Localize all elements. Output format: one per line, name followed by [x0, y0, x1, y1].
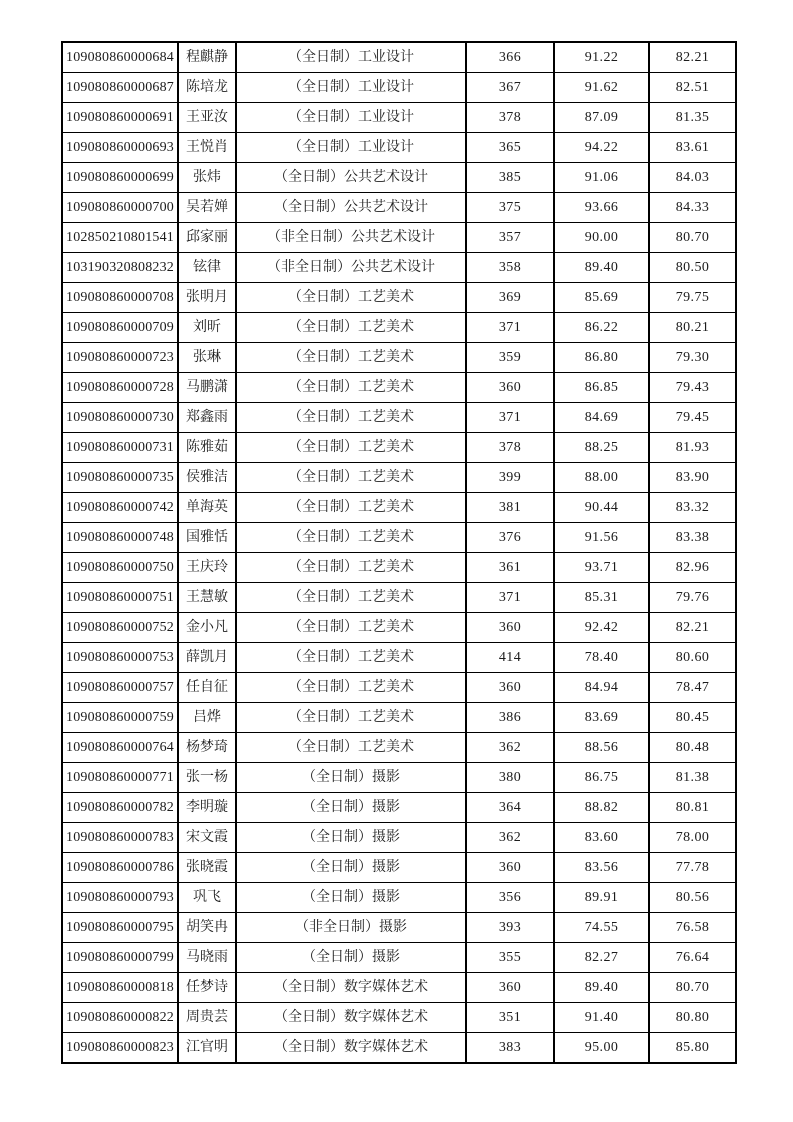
- cell-candidate_id: 109080860000730: [62, 403, 178, 433]
- cell-program_major: （全日制）数字媒体艺术: [236, 973, 466, 1003]
- cell-candidate_id: 109080860000731: [62, 433, 178, 463]
- cell-retest_score: 91.40: [554, 1003, 649, 1033]
- cell-candidate_id: 109080860000759: [62, 703, 178, 733]
- cell-program_major: （全日制）工业设计: [236, 42, 466, 73]
- cell-total_score: 82.21: [649, 42, 736, 73]
- cell-retest_score: 83.69: [554, 703, 649, 733]
- table-row: [62, 223, 736, 253]
- table-row: [62, 313, 736, 343]
- cell-initial_score: 381: [466, 493, 554, 523]
- cell-name: 陈培龙: [178, 73, 236, 103]
- cell-retest_score: 74.55: [554, 913, 649, 943]
- cell-initial_score: 359: [466, 343, 554, 373]
- cell-name: 侯雅洁: [178, 463, 236, 493]
- cell-initial_score: 383: [466, 1033, 554, 1064]
- cell-candidate_id: 109080860000782: [62, 793, 178, 823]
- cell-initial_score: 414: [466, 643, 554, 673]
- cell-initial_score: 361: [466, 553, 554, 583]
- cell-initial_score: 365: [466, 133, 554, 163]
- cell-total_score: 77.78: [649, 853, 736, 883]
- cell-initial_score: 362: [466, 733, 554, 763]
- cell-name: 江官明: [178, 1033, 236, 1064]
- table-row: [62, 823, 736, 853]
- cell-initial_score: 356: [466, 883, 554, 913]
- cell-candidate_id: 109080860000699: [62, 163, 178, 193]
- cell-name: 陈雅茹: [178, 433, 236, 463]
- cell-candidate_id: 109080860000708: [62, 283, 178, 313]
- cell-retest_score: 90.44: [554, 493, 649, 523]
- cell-initial_score: 355: [466, 943, 554, 973]
- table-row: [62, 193, 736, 223]
- cell-retest_score: 89.40: [554, 253, 649, 283]
- cell-candidate_id: 109080860000684: [62, 42, 178, 73]
- table-row: [62, 643, 736, 673]
- cell-candidate_id: 103190320808232: [62, 253, 178, 283]
- cell-program_major: （全日制）公共艺术设计: [236, 193, 466, 223]
- cell-program_major: （全日制）数字媒体艺术: [236, 1003, 466, 1033]
- table-row: [62, 943, 736, 973]
- cell-initial_score: 358: [466, 253, 554, 283]
- cell-candidate_id: 109080860000753: [62, 643, 178, 673]
- cell-name: 周贵芸: [178, 1003, 236, 1033]
- cell-name: 单海英: [178, 493, 236, 523]
- cell-candidate_id: 109080860000700: [62, 193, 178, 223]
- cell-total_score: 84.33: [649, 193, 736, 223]
- cell-initial_score: 360: [466, 373, 554, 403]
- cell-program_major: （全日制）摄影: [236, 793, 466, 823]
- table-row: [62, 163, 736, 193]
- table-row: [62, 253, 736, 283]
- table-row: [62, 673, 736, 703]
- cell-total_score: 80.60: [649, 643, 736, 673]
- cell-total_score: 83.61: [649, 133, 736, 163]
- score-table-body: [62, 42, 736, 1063]
- cell-candidate_id: 109080860000764: [62, 733, 178, 763]
- cell-program_major: （全日制）工艺美术: [236, 613, 466, 643]
- cell-total_score: 79.76: [649, 583, 736, 613]
- cell-name: 胡笑冉: [178, 913, 236, 943]
- cell-retest_score: 84.94: [554, 673, 649, 703]
- cell-name: 李明璇: [178, 793, 236, 823]
- cell-name: 刘昕: [178, 313, 236, 343]
- cell-total_score: 79.30: [649, 343, 736, 373]
- cell-initial_score: 360: [466, 973, 554, 1003]
- table-row: [62, 1003, 736, 1033]
- cell-candidate_id: 109080860000709: [62, 313, 178, 343]
- cell-program_major: （全日制）工艺美术: [236, 433, 466, 463]
- cell-name: 程麒静: [178, 42, 236, 73]
- cell-candidate_id: 109080860000752: [62, 613, 178, 643]
- cell-program_major: （非全日制）摄影: [236, 913, 466, 943]
- cell-name: 张炜: [178, 163, 236, 193]
- cell-retest_score: 85.31: [554, 583, 649, 613]
- cell-name: 马晓雨: [178, 943, 236, 973]
- cell-name: 张明月: [178, 283, 236, 313]
- cell-name: 吕烨: [178, 703, 236, 733]
- table-row: [62, 583, 736, 613]
- cell-retest_score: 91.06: [554, 163, 649, 193]
- table-row: [62, 613, 736, 643]
- cell-program_major: （全日制）工艺美术: [236, 463, 466, 493]
- table-row: [62, 883, 736, 913]
- cell-candidate_id: 109080860000818: [62, 973, 178, 1003]
- table-row: [62, 853, 736, 883]
- cell-candidate_id: 109080860000750: [62, 553, 178, 583]
- table-row: [62, 1033, 736, 1064]
- cell-total_score: 80.70: [649, 223, 736, 253]
- cell-retest_score: 84.69: [554, 403, 649, 433]
- cell-retest_score: 83.56: [554, 853, 649, 883]
- cell-candidate_id: 109080860000795: [62, 913, 178, 943]
- table-row: [62, 42, 736, 73]
- cell-program_major: （全日制）摄影: [236, 943, 466, 973]
- cell-initial_score: 360: [466, 613, 554, 643]
- cell-total_score: 80.45: [649, 703, 736, 733]
- cell-retest_score: 86.85: [554, 373, 649, 403]
- table-row: [62, 733, 736, 763]
- cell-program_major: （全日制）工业设计: [236, 73, 466, 103]
- cell-candidate_id: 109080860000748: [62, 523, 178, 553]
- cell-initial_score: 376: [466, 523, 554, 553]
- cell-total_score: 81.93: [649, 433, 736, 463]
- cell-name: 王亚汝: [178, 103, 236, 133]
- cell-name: 巩飞: [178, 883, 236, 913]
- cell-candidate_id: 109080860000687: [62, 73, 178, 103]
- cell-total_score: 83.38: [649, 523, 736, 553]
- cell-retest_score: 91.22: [554, 42, 649, 73]
- cell-program_major: （全日制）工艺美术: [236, 283, 466, 313]
- cell-initial_score: 393: [466, 913, 554, 943]
- cell-candidate_id: 102850210801541: [62, 223, 178, 253]
- cell-initial_score: 360: [466, 673, 554, 703]
- cell-candidate_id: 109080860000771: [62, 763, 178, 793]
- cell-name: 王慧敏: [178, 583, 236, 613]
- cell-program_major: （全日制）摄影: [236, 763, 466, 793]
- cell-program_major: （全日制）工艺美术: [236, 553, 466, 583]
- cell-program_major: （全日制）工艺美术: [236, 343, 466, 373]
- cell-program_major: （全日制）工艺美术: [236, 313, 466, 343]
- cell-initial_score: 371: [466, 313, 554, 343]
- cell-name: 宋文霞: [178, 823, 236, 853]
- cell-total_score: 79.43: [649, 373, 736, 403]
- cell-total_score: 79.75: [649, 283, 736, 313]
- cell-retest_score: 83.60: [554, 823, 649, 853]
- cell-initial_score: 378: [466, 433, 554, 463]
- cell-candidate_id: 109080860000693: [62, 133, 178, 163]
- cell-program_major: （全日制）工艺美术: [236, 403, 466, 433]
- table-row: [62, 373, 736, 403]
- table-row: [62, 403, 736, 433]
- cell-name: 邱家丽: [178, 223, 236, 253]
- cell-candidate_id: 109080860000822: [62, 1003, 178, 1033]
- cell-retest_score: 78.40: [554, 643, 649, 673]
- cell-retest_score: 86.75: [554, 763, 649, 793]
- cell-candidate_id: 109080860000723: [62, 343, 178, 373]
- cell-initial_score: 386: [466, 703, 554, 733]
- cell-retest_score: 87.09: [554, 103, 649, 133]
- cell-candidate_id: 109080860000783: [62, 823, 178, 853]
- table-row: [62, 763, 736, 793]
- cell-candidate_id: 109080860000751: [62, 583, 178, 613]
- cell-retest_score: 88.82: [554, 793, 649, 823]
- cell-total_score: 85.80: [649, 1033, 736, 1064]
- cell-retest_score: 88.56: [554, 733, 649, 763]
- cell-initial_score: 367: [466, 73, 554, 103]
- cell-initial_score: 375: [466, 193, 554, 223]
- cell-total_score: 79.45: [649, 403, 736, 433]
- cell-name: 任自征: [178, 673, 236, 703]
- cell-retest_score: 82.27: [554, 943, 649, 973]
- cell-retest_score: 91.56: [554, 523, 649, 553]
- cell-retest_score: 89.40: [554, 973, 649, 1003]
- cell-total_score: 83.32: [649, 493, 736, 523]
- cell-program_major: （全日制）工业设计: [236, 103, 466, 133]
- cell-initial_score: 357: [466, 223, 554, 253]
- cell-initial_score: 371: [466, 583, 554, 613]
- cell-program_major: （全日制）工艺美术: [236, 493, 466, 523]
- cell-total_score: 78.47: [649, 673, 736, 703]
- table-row: [62, 523, 736, 553]
- cell-name: 马鹏潇: [178, 373, 236, 403]
- cell-total_score: 81.38: [649, 763, 736, 793]
- cell-retest_score: 86.22: [554, 313, 649, 343]
- cell-program_major: （全日制）工艺美术: [236, 673, 466, 703]
- cell-total_score: 78.00: [649, 823, 736, 853]
- cell-program_major: （全日制）摄影: [236, 823, 466, 853]
- cell-candidate_id: 109080860000735: [62, 463, 178, 493]
- table-row: [62, 73, 736, 103]
- table-row: [62, 133, 736, 163]
- cell-retest_score: 93.71: [554, 553, 649, 583]
- cell-name: 张琳: [178, 343, 236, 373]
- cell-name: 吴若婵: [178, 193, 236, 223]
- table-row: [62, 433, 736, 463]
- table-row: [62, 973, 736, 1003]
- cell-total_score: 81.35: [649, 103, 736, 133]
- cell-name: 张一杨: [178, 763, 236, 793]
- cell-retest_score: 89.91: [554, 883, 649, 913]
- table-row: [62, 343, 736, 373]
- cell-candidate_id: 109080860000799: [62, 943, 178, 973]
- cell-retest_score: 85.69: [554, 283, 649, 313]
- cell-program_major: （全日制）工艺美术: [236, 583, 466, 613]
- cell-initial_score: 371: [466, 403, 554, 433]
- cell-retest_score: 88.00: [554, 463, 649, 493]
- cell-initial_score: 351: [466, 1003, 554, 1033]
- cell-program_major: （全日制）工业设计: [236, 133, 466, 163]
- cell-program_major: （全日制）工艺美术: [236, 643, 466, 673]
- cell-program_major: （全日制）数字媒体艺术: [236, 1033, 466, 1064]
- cell-name: 任梦诗: [178, 973, 236, 1003]
- cell-name: 王庆玲: [178, 553, 236, 583]
- cell-initial_score: 369: [466, 283, 554, 313]
- cell-candidate_id: 109080860000728: [62, 373, 178, 403]
- cell-name: 杨梦琦: [178, 733, 236, 763]
- cell-total_score: 80.56: [649, 883, 736, 913]
- table-row: [62, 553, 736, 583]
- cell-program_major: （全日制）工艺美术: [236, 523, 466, 553]
- cell-initial_score: 360: [466, 853, 554, 883]
- table-row: [62, 283, 736, 313]
- cell-candidate_id: 109080860000757: [62, 673, 178, 703]
- table-row: [62, 463, 736, 493]
- cell-program_major: （全日制）摄影: [236, 853, 466, 883]
- table-row: [62, 913, 736, 943]
- cell-total_score: 80.50: [649, 253, 736, 283]
- cell-program_major: （全日制）工艺美术: [236, 373, 466, 403]
- cell-candidate_id: 109080860000742: [62, 493, 178, 523]
- cell-name: 王悦肖: [178, 133, 236, 163]
- cell-candidate_id: 109080860000786: [62, 853, 178, 883]
- cell-initial_score: 362: [466, 823, 554, 853]
- cell-total_score: 82.51: [649, 73, 736, 103]
- cell-total_score: 80.80: [649, 1003, 736, 1033]
- cell-total_score: 76.64: [649, 943, 736, 973]
- cell-total_score: 76.58: [649, 913, 736, 943]
- cell-name: 铉律: [178, 253, 236, 283]
- cell-program_major: （全日制）公共艺术设计: [236, 163, 466, 193]
- cell-candidate_id: 109080860000823: [62, 1033, 178, 1064]
- cell-retest_score: 94.22: [554, 133, 649, 163]
- cell-retest_score: 88.25: [554, 433, 649, 463]
- cell-program_major: （全日制）工艺美术: [236, 733, 466, 763]
- cell-retest_score: 91.62: [554, 73, 649, 103]
- cell-total_score: 83.90: [649, 463, 736, 493]
- cell-retest_score: 93.66: [554, 193, 649, 223]
- cell-name: 张晓霞: [178, 853, 236, 883]
- cell-program_major: （全日制）工艺美术: [236, 703, 466, 733]
- score-table: [61, 41, 737, 1064]
- cell-retest_score: 90.00: [554, 223, 649, 253]
- cell-total_score: 80.70: [649, 973, 736, 1003]
- cell-total_score: 84.03: [649, 163, 736, 193]
- cell-initial_score: 366: [466, 42, 554, 73]
- cell-retest_score: 92.42: [554, 613, 649, 643]
- cell-name: 薛凯月: [178, 643, 236, 673]
- table-row: [62, 493, 736, 523]
- cell-retest_score: 86.80: [554, 343, 649, 373]
- cell-initial_score: 378: [466, 103, 554, 133]
- cell-initial_score: 380: [466, 763, 554, 793]
- cell-total_score: 82.96: [649, 553, 736, 583]
- cell-total_score: 80.81: [649, 793, 736, 823]
- cell-name: 金小凡: [178, 613, 236, 643]
- cell-initial_score: 385: [466, 163, 554, 193]
- cell-total_score: 80.48: [649, 733, 736, 763]
- cell-candidate_id: 109080860000691: [62, 103, 178, 133]
- cell-retest_score: 95.00: [554, 1033, 649, 1064]
- cell-initial_score: 399: [466, 463, 554, 493]
- cell-name: 郑鑫雨: [178, 403, 236, 433]
- cell-program_major: （全日制）摄影: [236, 883, 466, 913]
- cell-total_score: 80.21: [649, 313, 736, 343]
- cell-initial_score: 364: [466, 793, 554, 823]
- table-row: [62, 103, 736, 133]
- table-row: [62, 703, 736, 733]
- cell-program_major: （非全日制）公共艺术设计: [236, 223, 466, 253]
- cell-name: 国雅恬: [178, 523, 236, 553]
- cell-total_score: 82.21: [649, 613, 736, 643]
- cell-program_major: （非全日制）公共艺术设计: [236, 253, 466, 283]
- cell-candidate_id: 109080860000793: [62, 883, 178, 913]
- table-row: [62, 793, 736, 823]
